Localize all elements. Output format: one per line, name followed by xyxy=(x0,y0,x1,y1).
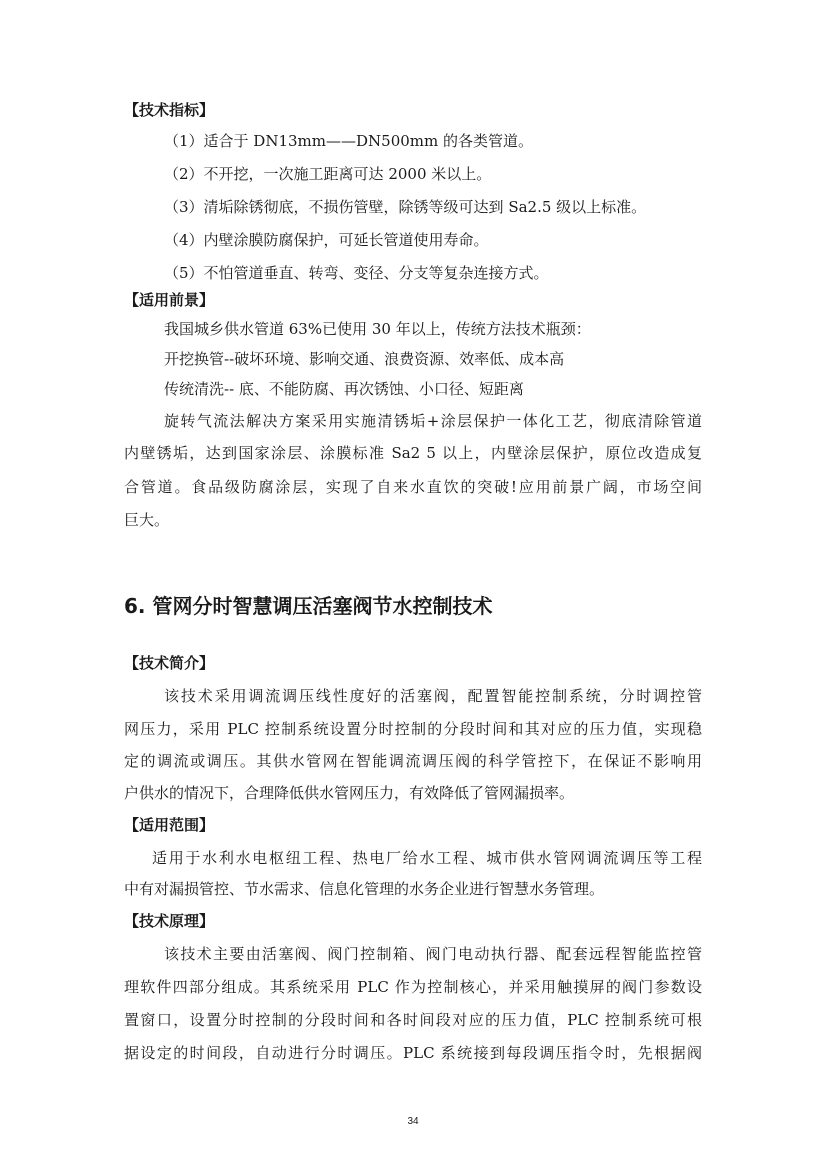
prospect-line: 合管道。食品级防腐涂层，实现了自来水直饮的突破!应用前景广阔，市场空间 xyxy=(124,478,702,496)
tech-indicator-item-1: （1）适合于 DN13mm——DN500mm 的各类管道。 xyxy=(164,132,533,150)
principle-line: 置窗口，设置分时控制的分段时间和各时间段对应的压力值，PLC 控制系统可根 xyxy=(124,1011,702,1029)
intro-line: 户供水的情况下，合理降低供水管网压力，有效降低了管网漏损率。 xyxy=(124,784,575,802)
tech-indicator-item-4: （4）内壁涂膜防腐保护，可延长管道使用寿命。 xyxy=(164,231,489,249)
prospect-line: 开挖换管--破坏环境、影响交通、浪费资源、效率低、成本高 xyxy=(164,350,565,368)
principle-line: 该技术主要由活塞阀、阀门控制箱、阀门电动执行器、配套远程智能监控管 xyxy=(164,945,702,963)
intro-line: 定的调流或调压。其供水管网在智能调流调压阀的科学管控下，在保证不影响用 xyxy=(124,752,702,770)
prospect-line: 巨大。 xyxy=(124,511,170,529)
scope-line: 适用于水利水电枢纽工程、热电厂给水工程、城市供水管网调流调压等工程 xyxy=(152,849,702,867)
page-number: 34 xyxy=(407,1116,419,1127)
tech-indicator-item-3: （3）清垢除锈彻底，不损伤管壁，除锈等级可达到 Sa2.5 级以上标准。 xyxy=(164,198,647,216)
prospect-line: 我国城乡供水管道 63%已使用 30 年以上，传统方法技术瓶颈： xyxy=(164,320,591,338)
prospect-line: 内壁锈垢，达到国家涂层、涂膜标准 Sa2 5 以上，内壁涂层保护，原位改造成复 xyxy=(124,444,702,462)
principle-line: 理软件四部分组成。其系统采用 PLC 作为控制核心，并采用触摸屏的阀门参数设 xyxy=(124,978,702,996)
tech-intro-heading: 【技术简介】 xyxy=(124,654,215,672)
scope-line: 中有对漏损管控、节水需求、信息化管理的水务企业进行智慧水务管理。 xyxy=(124,880,605,898)
tech-indicator-item-2: （2）不开挖，一次施工距离可达 2000 米以上。 xyxy=(164,165,492,183)
principle-line: 据设定的时间段，自动进行分时调压。PLC 系统接到每段调压指令时，先根据阀 xyxy=(124,1044,702,1062)
section-title: 6. 管网分时智慧调压活塞阀节水控制技术 xyxy=(124,594,493,618)
scope-heading: 【适用范围】 xyxy=(124,816,215,834)
prospect-line: 传统清洗-- 底、不能防腐、再次锈蚀、小口径、短距离 xyxy=(164,380,524,398)
principle-heading: 【技术原理】 xyxy=(124,912,215,930)
tech-indicators-heading: 【技术指标】 xyxy=(124,101,215,119)
application-prospects-heading: 【适用前景】 xyxy=(124,291,215,309)
prospect-line: 旋转气流法解决方案采用实施清锈垢+涂层保护一体化工艺，彻底清除管道 xyxy=(164,412,702,430)
intro-line: 网压力，采用 PLC 控制系统设置分时控制的分段时间和其对应的压力值，实现稳 xyxy=(124,720,702,738)
tech-indicator-item-5: （5）不怕管道垂直、转弯、变径、分支等复杂连接方式。 xyxy=(164,264,549,282)
intro-line: 该技术采用调流调压线性度好的活塞阀，配置智能控制系统，分时调控管 xyxy=(164,687,702,705)
